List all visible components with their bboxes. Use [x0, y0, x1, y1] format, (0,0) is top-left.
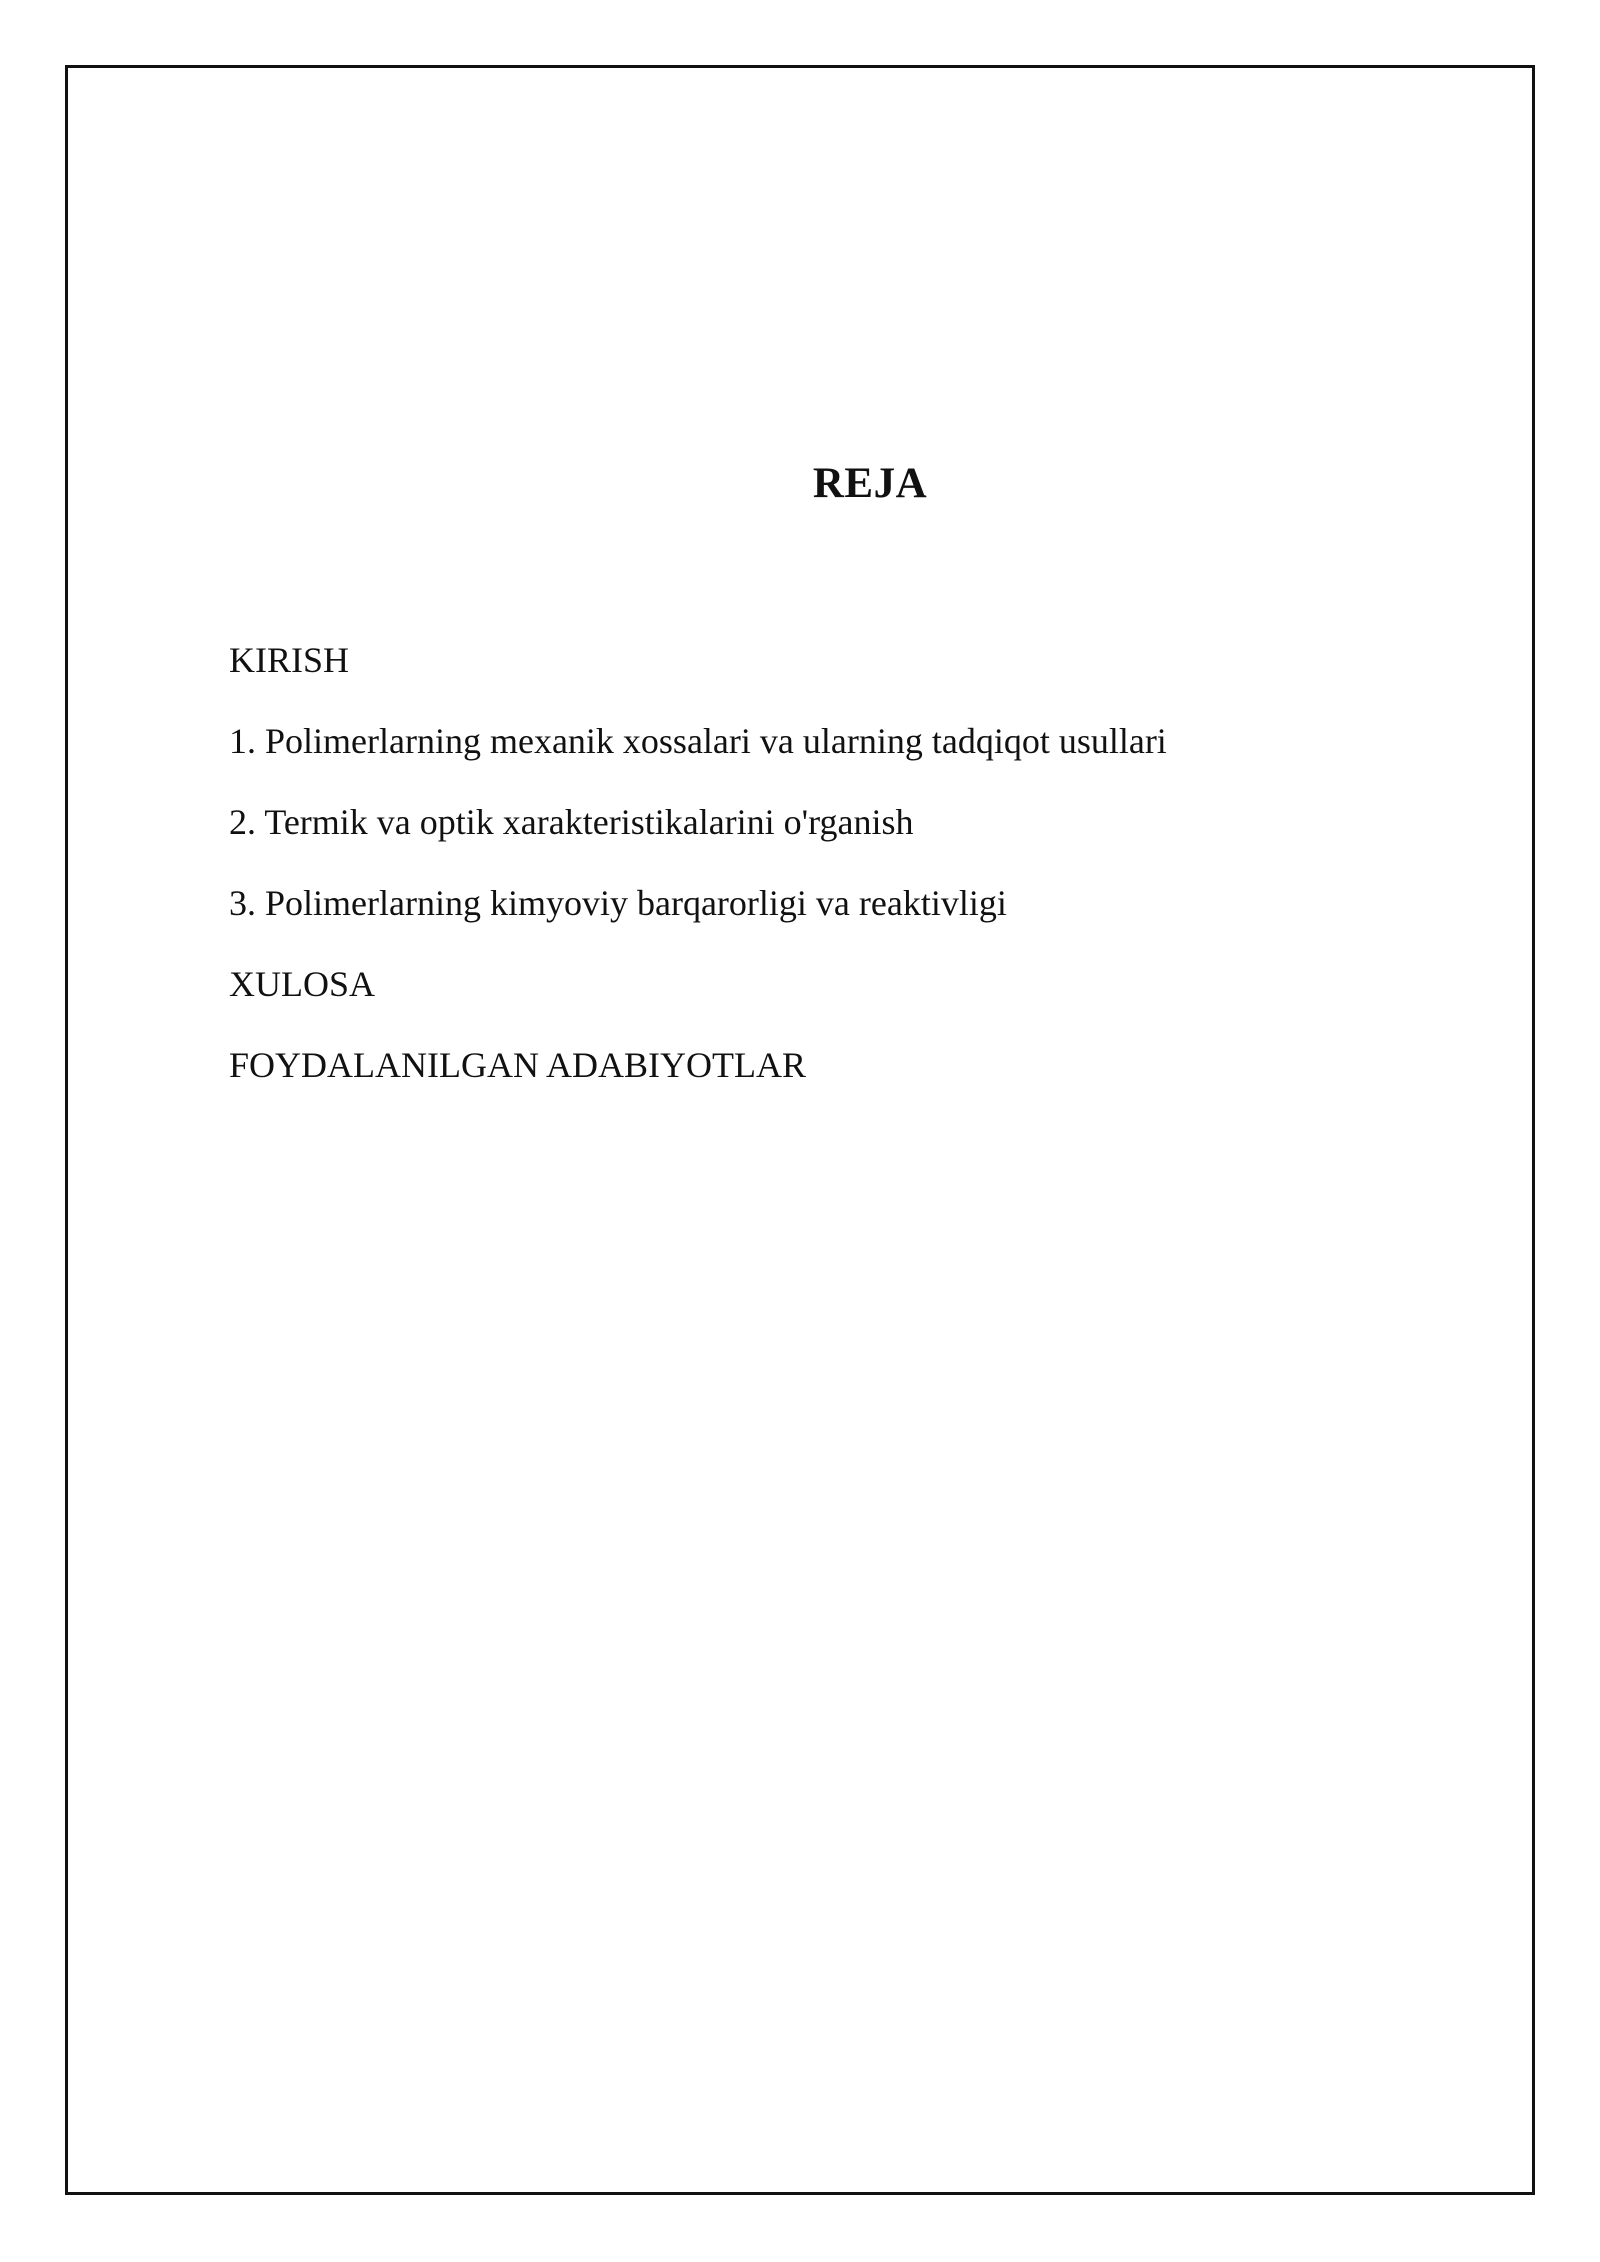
toc-item-3: 3. Polimerlarning kimyoviy barqarorligi va reaktivligi [229, 883, 1007, 923]
toc-item-introduction: KIRISH [229, 640, 350, 680]
toc-item-2: 2. Termik va optik xarakteristikalarini o'rganish [229, 802, 914, 842]
toc-item-conclusion: XULOSA [229, 964, 376, 1004]
toc-item-references: FOYDALANILGAN ADABIYOTLAR [229, 1045, 806, 1085]
table-of-contents [229, 638, 1167, 1124]
page-border [65, 65, 1535, 2195]
page-title: REJA [812, 460, 928, 507]
toc-item-1: 1. Polimerlarning mexanik xossalari va ularning tadqiqot usullari [229, 721, 1167, 761]
